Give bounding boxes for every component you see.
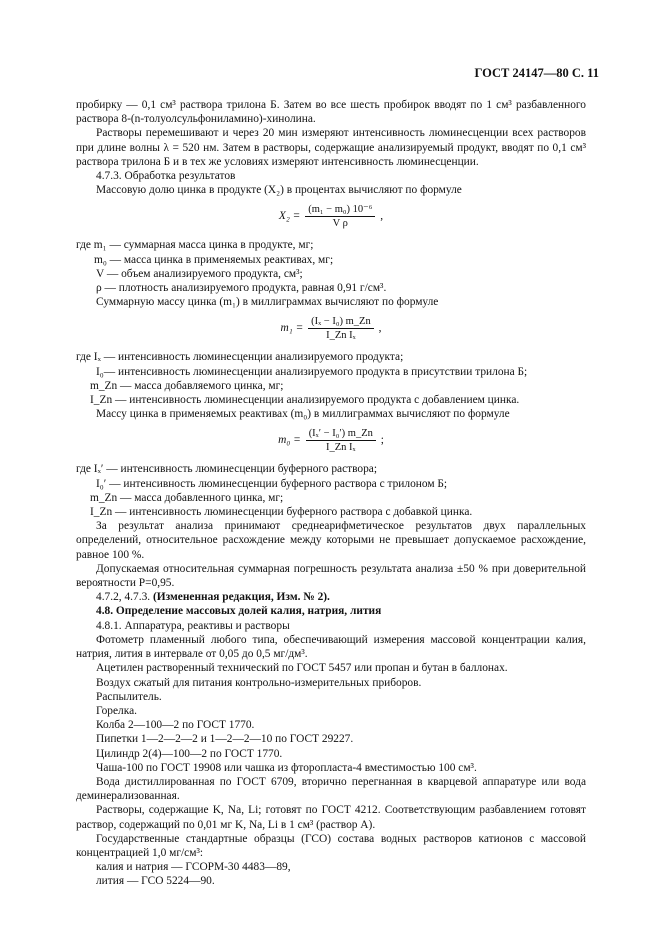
list-item: Пипетки 1—2—2—2 и 1—2—2—10 по ГОСТ 29227.: [96, 733, 354, 746]
list-item: Чаша-100 по ГОСТ 19908 или чашка из фторопласта-4 вместимостью 100 см³.: [96, 761, 477, 774]
list-item: Колба 2—100—2 по ГОСТ 1770.: [96, 719, 255, 732]
formula-fraction: [305, 203, 375, 230]
amendment-clauses: 4.7.2, 4.7.3.: [96, 591, 151, 604]
paragraph: Государственные стандартные образцы (ГСО) состава водных растворов катионов с массовой концентрацией 1,0 мг/см³:: [76, 832, 586, 859]
section-heading: 4.8. Определение массовых долей калия, натрия, лития: [96, 605, 382, 618]
list-item: Распылитель.: [96, 690, 162, 703]
formula-m0: [76, 427, 586, 454]
list-item: Ацетилен растворенный технический по ГОСТ 5457 или пропан и бутан в баллонах.: [96, 662, 508, 675]
definition-line: m_Zn — масса добавляемого цинка, мг;: [90, 379, 284, 392]
document-body: [76, 98, 586, 889]
list-item: Цилиндр 2(4)—100—2 по ГОСТ 1770.: [96, 747, 283, 760]
formula-m1: [76, 315, 586, 342]
paragraph: Допускаемая относительная суммарная погрешность результата анализа ±50 % при доверительной вероятности P=0,95.: [76, 562, 586, 590]
paragraph: Массовую долю цинка в продукте (X₂) в процентах вычисляют по формуле: [96, 184, 462, 197]
list-item: калия и натрия — ГСОРМ-30 4483—89,: [96, 861, 291, 874]
definition-line: I₀′ — интенсивность люминесценции буферного раствора с трилоном Б;: [96, 477, 448, 490]
paragraph: Массу цинка в применяемых реактивах (m₀) в миллиграммах вычисляют по формуле: [96, 408, 510, 421]
paragraph: Растворы, содержащие K, Na, Li; готовят по ГОСТ 4212. Соответствующим разбавлением готовят раствор, содержащий по 0,01 мг K, Na, Li в 1 см³ (раствор А).: [76, 804, 586, 831]
formula-lhs: m₀ =: [278, 434, 301, 447]
formula-lhs: X₂ =: [278, 210, 301, 223]
section-heading: 4.8.1. Аппаратура, реактивы и растворы: [96, 619, 290, 632]
amendment-note: [76, 590, 586, 604]
paragraph: За результат анализа принимают среднеарифметическое результатов двух параллельных определений, относительное расхождение между которыми не превышает допускаемое расхождение, равное 100 %.: [76, 520, 586, 561]
definition-line: где m₁ — суммарная масса цинка в продукте, мг;: [76, 239, 314, 252]
formula-numerator: (Iₓ′ − I₀′) m_Zn: [306, 427, 376, 441]
definition-line: ρ — плотность анализируемого продукта, равная 0,91 г/см³.: [96, 282, 387, 295]
formula-denominator: I_Zn Iₓ: [326, 330, 356, 342]
amendment-text: (Измененная редакция, Изм. № 2).: [152, 591, 330, 604]
definition-line: I₀— интенсивность люминесценции анализируемого продукта в присутствии трилона Б;: [96, 365, 528, 378]
section-heading: 4.7.3. Обработка результатов: [96, 170, 236, 183]
formula-tail: ;: [380, 434, 384, 447]
definition-line: m₀ — масса цинка в применяемых реактивах, мг;: [94, 253, 334, 266]
formula-numerator: (m₁ − m₀) 10⁻⁶: [305, 203, 375, 217]
paragraph: Фотометр пламенный любого типа, обеспечивающий измерения массовой концентрации калия, натрия, лития в интервале от 0,05 до 0,5 мг/дм³.: [76, 633, 586, 661]
page-header: ГОСТ 24147—80 С. 11: [474, 66, 599, 80]
paragraph: Вода дистиллированная по ГОСТ 6709, вторично перегнанная в кварцевой аппаратуре или вода деминерализованная.: [76, 775, 586, 803]
list-item: Горелка.: [96, 704, 137, 717]
formula-tail: ,: [380, 210, 384, 223]
paragraph: Растворы перемешивают и через 20 мин измеряют интенсивность люминесценции всех растворов при длине волны λ = 520 нм. Затем в растворы, содержащие анализируемый продукт, вводят по 0,1 см³ раствора трилона Б и в тех же условиях измеряют интенсивность люминесценции.: [76, 127, 586, 168]
formula-tail: ,: [378, 322, 382, 335]
definition-line: V — объем анализируемого продукта, см³;: [96, 267, 303, 280]
formula-lhs: m₁ =: [280, 322, 304, 335]
formula-denominator: I_Zn Iₓ: [325, 442, 356, 454]
formula-fraction: [308, 315, 374, 342]
paragraph: Суммарную массу цинка (m₁) в миллиграммах вычисляют по формуле: [96, 296, 439, 309]
formula-x2: [76, 203, 586, 230]
formula-fraction: [306, 427, 376, 454]
formula-numerator: (Iₓ − I₀) m_Zn: [308, 315, 374, 329]
definition-line: где Iₓ — интенсивность люминесценции анализируемого продукта;: [76, 351, 404, 364]
paragraph: пробирку — 0,1 см³ раствора трилона Б. Затем во все шесть пробирок вводят по 1 см³ разбавленного раствора 8-(n-толуолсульфониламино)-хинолина.: [76, 99, 586, 126]
list-item: лития — ГСО 5224—90.: [96, 875, 215, 888]
definition-line: I_Zn — интенсивность люминесценции буферного раствора с добавкой цинка.: [90, 506, 473, 519]
definition-line: m_Zn — масса добавленного цинка, мг;: [90, 491, 284, 504]
formula-denominator: V ρ: [332, 218, 348, 230]
definition-line: I_Zn — интенсивность люминесценции анализируемого продукта с добавлением цинка.: [90, 394, 520, 407]
definition-line: где Iₓ′ — интенсивность люминесценции буферного раствора;: [76, 463, 378, 476]
list-item: Воздух сжатый для питания контрольно-измерительных приборов.: [96, 676, 422, 689]
